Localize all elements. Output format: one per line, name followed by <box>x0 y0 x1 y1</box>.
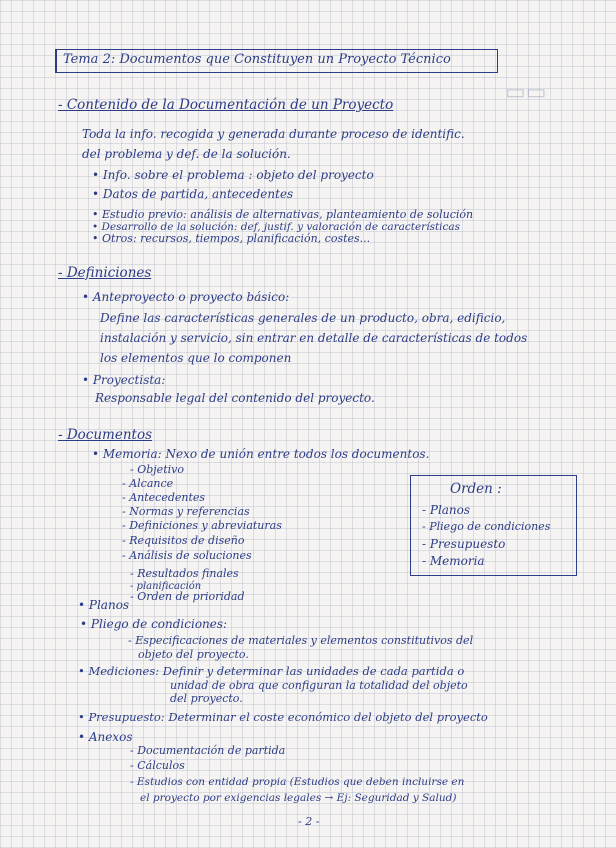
orden-item: - Planos <box>422 503 471 517</box>
presupuesto-bullet: • Presupuesto: Determinar el coste económico del objeto del proyecto <box>78 710 488 724</box>
section3-heading: - Documentos <box>58 427 153 443</box>
memoria-item: - Antecedentes <box>122 491 206 504</box>
planos-bullet: • Planos <box>78 598 130 612</box>
anexos-item: - Estudios con entidad propia (Estudios que deben incluirse en <box>130 776 465 788</box>
definition-line: los elementos que lo componen <box>100 351 292 365</box>
anexos-item: - Cálculos <box>130 759 185 772</box>
orden-item: - Presupuesto <box>422 537 506 551</box>
orden-item: - Pliego de condiciones <box>422 520 551 533</box>
memoria-item: - Análisis de soluciones <box>122 549 252 562</box>
page-title: Tema 2: Documentos que Constituyen un Proyecto Técnico <box>63 52 451 67</box>
memoria-line: • Memoria: Nexo de unión entre todos los documentos. <box>92 447 430 461</box>
memoria-item: - Definiciones y abreviaturas <box>122 519 282 532</box>
bleed-through-mark: ▭▭ <box>505 80 547 105</box>
memoria-item: - Resultados finales <box>130 567 239 580</box>
anexos-item: el proyecto por exigencias legales → Ej: Seguridad y Salud) <box>140 792 457 804</box>
section1-bullet: • Info. sobre el problema : objeto del proyecto <box>92 168 374 182</box>
mediciones-bullet: • Mediciones: Definir y determinar las unidades de cada partida o <box>78 664 465 678</box>
anexos-item: - Documentación de partida <box>130 744 286 757</box>
section2-heading: - Definiciones <box>58 265 152 281</box>
anexos-bullet: • Anexos <box>78 730 133 744</box>
section1-heading: - Contenido de la Documentación de un Proyecto <box>58 97 394 113</box>
section1-line: del problema y def. de la solución. <box>82 147 291 161</box>
mediciones-line: del proyecto. <box>170 692 243 705</box>
section1-line: Toda la info. recogida y generada durante proceso de identific. <box>82 127 465 141</box>
section1-bullet: • Desarrollo de la solución: def, justif. y valoración de características <box>92 221 461 233</box>
section1-bullet: • Estudio previo: análisis de alternativas, planteamiento de solución <box>92 208 474 221</box>
definition-line: instalación y servicio, sin entrar en detalle de características de todos <box>100 331 528 345</box>
pliego-line: objeto del proyecto. <box>138 648 249 661</box>
page-number: - 2 - <box>298 815 320 828</box>
definition-line: Responsable legal del contenido del proyecto. <box>95 391 375 405</box>
section1-bullet: • Otros: recursos, tiempos, planificación, costes... <box>92 232 371 245</box>
definition-term: • Proyectista: <box>82 373 166 387</box>
memoria-item: - planificación <box>130 581 202 592</box>
definition-term: • Anteproyecto o proyecto básico: <box>82 290 290 304</box>
memoria-item: - Alcance <box>122 477 174 490</box>
memoria-item: - Normas y referencias <box>122 505 250 518</box>
memoria-item: - Orden de prioridad <box>130 590 245 603</box>
definition-line: Define las características generales de un producto, obra, edificio, <box>100 311 506 325</box>
orden-item: - Memoria <box>422 554 485 568</box>
mediciones-line: unidad de obra que configuran la totalidad del objeto <box>170 679 468 692</box>
pliego-bullet: • Pliego de condiciones: <box>80 617 228 631</box>
orden-title: Orden : <box>450 481 502 497</box>
pliego-line: - Especificaciones de materiales y elementos constitutivos del <box>128 634 474 647</box>
memoria-item: - Objetivo <box>130 463 184 476</box>
section1-bullet: • Datos de partida, antecedentes <box>92 187 294 201</box>
memoria-item: - Requisitos de diseño <box>122 534 245 547</box>
